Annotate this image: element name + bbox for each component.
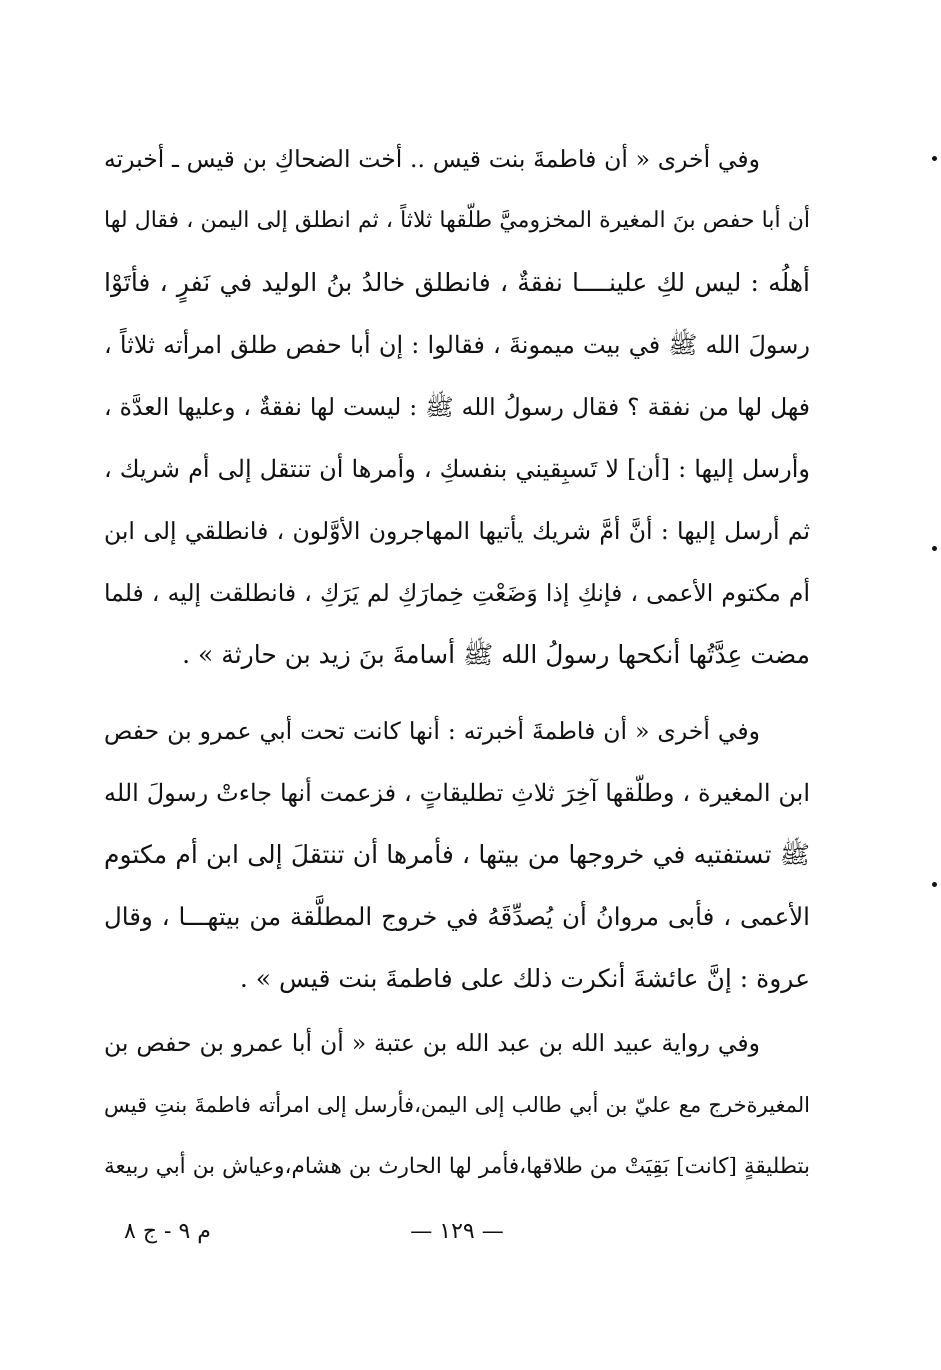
text-line: وفي رواية عبيد الله بن عبد الله بن عتبة « أن أبا عمرو بن حفص بن [104,1029,760,1057]
edge-mark [932,882,937,887]
text-line: وفي أخرى « أن فاطمةَ بنت قيس .. أخت الضحاكِ بن قيس ـ أخبرته [104,145,760,173]
text-line: بتطليقةٍ [كانت] بَقِيَتْ من طلاقها،فأمر لها الحارث بن هشام،وعياش بن أبي ربيعة [104,1154,810,1179]
page-number: — ١٢٩ — [410,1219,504,1244]
text-line: عروة : إنَّ عائشةَ أنكرت ذلك على فاطمةَ بنت قيس » . [239,964,810,993]
paragraph-3 [104,1012,810,1198]
text-line: وأرسل إليها : [أن] لا تَسبِقيني بنفسكِ ، وأمرها أن تنتقل إلى أم شريك ، [104,455,810,483]
page-footer [104,1212,810,1252]
printer-signature: م ٩ - ج ٨ [124,1219,211,1244]
text-line: ﷺ تستفتيه في خروجها من بيتها ، فأمرها أن تنتقلَ إلى ابن أم مكتوم [104,840,810,869]
text-line: مضت عِدَّتُها أنكحها رسولُ الله ﷺ أسامةَ بنَ زيد بن حارثة » . [182,640,810,669]
text-line: أم مكتوم الأعمى ، فإنكِ إذا وَضَعْتِ خِمارَكِ لم يَرَكِ ، فانطلقت إليه ، فلما [104,579,810,607]
paragraph-2 [104,700,810,1010]
text-line: فهل لها من نفقة ؟ فقال رسولُ الله ﷺ : ليست لها نفقةٌ ، وعليها العدَّة ، [104,393,810,421]
edge-mark [932,156,937,161]
text-line: ابن المغيرة ، وطلّقها آخِرَ ثلاثِ تطليقاتٍ ، فزعمت أنها جاءتْ رسولَ الله [104,779,810,807]
text-line: ثم أرسل إليها : أنَّ أمَّ شريك يأتيها المهاجرون الأوَّلون ، فانطلقي إلى ابن [104,517,810,545]
text-line: أن أبا حفص بنَ المغيرة المخزوميَّ طلّقها ثلاثاً ، ثم انطلق إلى اليمن ، فقال لها [104,208,810,233]
text-line: وفي أخرى « أن فاطمةَ أخبرته : أنها كانت تحت أبي عمرو بن حفص [104,717,760,745]
text-line: المغيرةخرج مع عليّ بن أبي طالب إلى اليمن،فأرسل إلى امرأته فاطمةَ بنتِ قيس [104,1093,810,1117]
text-line: الأعمى ، فأبى مروانُ أن يُصدِّقَهُ في خروج المطلَّقة من بيتهـــا ، وقال [104,902,810,931]
edge-mark [932,546,937,551]
paragraph-1 [104,128,810,686]
text-line: رسولَ الله ﷺ في بيت ميمونةَ ، فقالوا : إن أبا حفص طلق امرأته ثلاثاً ، [104,331,810,359]
text-line: أهلُه : ليس لكِ علينــــا نفقةٌ ، فانطلق خالدُ بنُ الوليد في نَفرٍ ، فأتَوْا [104,268,810,297]
